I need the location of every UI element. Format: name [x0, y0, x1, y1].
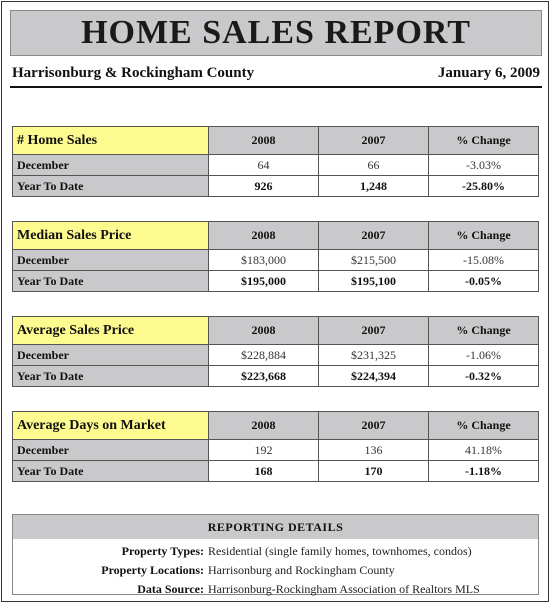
report-page: [1, 1, 549, 602]
cell-2007: 66: [319, 155, 429, 176]
col-header-2008: 2008: [209, 222, 319, 250]
table-row: [13, 271, 539, 292]
cell-2007: $224,394: [319, 366, 429, 387]
table-label: Average Sales Price: [13, 317, 209, 345]
cell-2008: 192: [209, 440, 319, 461]
cell-2008: 926: [209, 176, 319, 197]
detail-key: Property Types:: [121, 544, 204, 558]
report-subheader: [10, 62, 542, 84]
average-sales-price-table: [12, 316, 539, 387]
cell-change: -15.08%: [429, 250, 539, 271]
row-label: Year To Date: [13, 176, 209, 197]
cell-2007: $215,500: [319, 250, 429, 271]
cell-2007: 1,248: [319, 176, 429, 197]
col-header-change: % Change: [429, 317, 539, 345]
table-header-row: [13, 222, 539, 250]
col-header-2008: 2008: [209, 127, 319, 155]
detail-key: Data Source:: [137, 582, 204, 596]
table-row: [13, 176, 539, 197]
average-days-on-market-table: [12, 411, 539, 482]
table-label: # Home Sales: [13, 127, 209, 155]
cell-2008: 168: [209, 461, 319, 482]
table-header-row: [13, 317, 539, 345]
cell-change: 41.18%: [429, 440, 539, 461]
cell-2008: $228,884: [209, 345, 319, 366]
detail-row-property-locations: [13, 561, 538, 580]
col-header-change: % Change: [429, 127, 539, 155]
detail-row-property-types: [13, 542, 538, 561]
cell-2007: $195,100: [319, 271, 429, 292]
report-location: Harrisonburg & Rockingham County: [12, 64, 255, 81]
cell-2008: $183,000: [209, 250, 319, 271]
cell-change: -0.05%: [429, 271, 539, 292]
col-header-change: % Change: [429, 412, 539, 440]
cell-2007: 136: [319, 440, 429, 461]
cell-2008: 64: [209, 155, 319, 176]
detail-value: Harrisonburg-Rockingham Association of Realtors MLS: [208, 582, 480, 596]
table-row: [13, 155, 539, 176]
table-row: [13, 250, 539, 271]
cell-2007: $231,325: [319, 345, 429, 366]
table-header-row: [13, 127, 539, 155]
col-header-2007: 2007: [319, 317, 429, 345]
row-label: Year To Date: [13, 461, 209, 482]
cell-2008: $223,668: [209, 366, 319, 387]
table-row: [13, 440, 539, 461]
row-label: December: [13, 250, 209, 271]
header-divider: [10, 86, 542, 88]
col-header-2007: 2007: [319, 412, 429, 440]
table-header-row: [13, 412, 539, 440]
cell-change: -1.18%: [429, 461, 539, 482]
median-sales-price-table: [12, 221, 539, 292]
table-row: [13, 345, 539, 366]
cell-change: -25.80%: [429, 176, 539, 197]
row-label: December: [13, 345, 209, 366]
reporting-details: [12, 514, 539, 595]
col-header-2007: 2007: [319, 127, 429, 155]
cell-change: -1.06%: [429, 345, 539, 366]
table-label: Median Sales Price: [13, 222, 209, 250]
table-label: Average Days on Market: [13, 412, 209, 440]
report-title: HOME SALES REPORT: [10, 10, 542, 56]
row-label: Year To Date: [13, 366, 209, 387]
row-label: Year To Date: [13, 271, 209, 292]
detail-row-data-source: [13, 580, 538, 599]
table-row: [13, 461, 539, 482]
detail-value: Residential (single family homes, townhomes, condos): [208, 544, 472, 558]
table-row: [13, 366, 539, 387]
detail-key: Property Locations:: [101, 563, 204, 577]
row-label: December: [13, 440, 209, 461]
col-header-change: % Change: [429, 222, 539, 250]
details-heading: REPORTING DETAILS: [13, 515, 538, 539]
report-date: January 6, 2009: [437, 64, 540, 81]
cell-2007: 170: [319, 461, 429, 482]
col-header-2008: 2008: [209, 412, 319, 440]
cell-2008: $195,000: [209, 271, 319, 292]
home-sales-table: [12, 126, 539, 197]
cell-change: -0.32%: [429, 366, 539, 387]
row-label: December: [13, 155, 209, 176]
col-header-2007: 2007: [319, 222, 429, 250]
detail-value: Harrisonburg and Rockingham County: [208, 563, 395, 577]
cell-change: -3.03%: [429, 155, 539, 176]
col-header-2008: 2008: [209, 317, 319, 345]
